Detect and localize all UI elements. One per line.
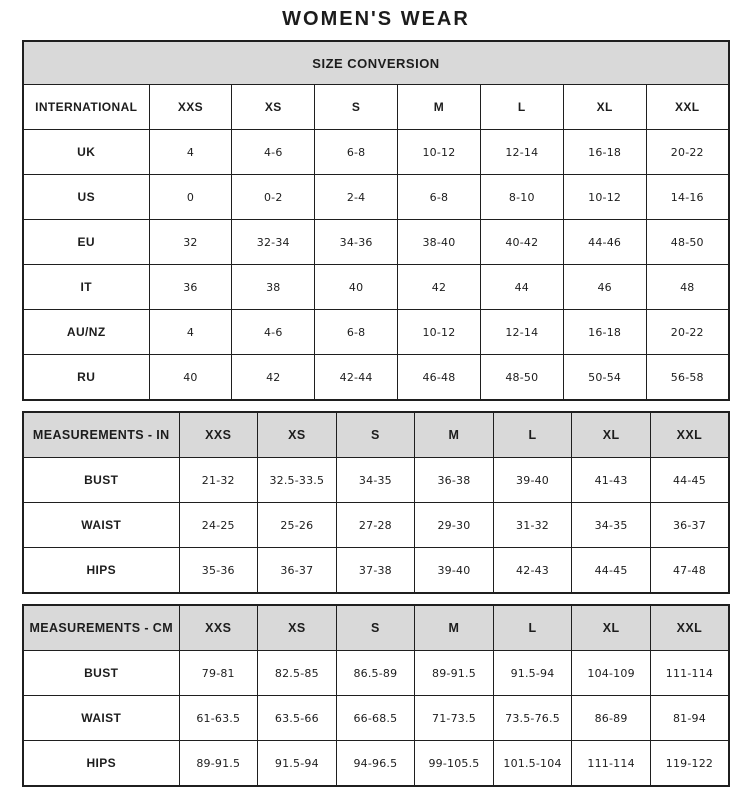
value-cell: 0-2: [232, 175, 315, 220]
value-cell: 29-30: [415, 503, 494, 548]
value-cell: 34-35: [572, 503, 651, 548]
value-cell: 32.5-33.5: [258, 458, 337, 503]
value-cell: 31-32: [493, 503, 572, 548]
value-cell: 32: [149, 220, 232, 265]
row-label-cell: HIPS: [23, 741, 179, 787]
measurements_in-header-label: MEASUREMENTS - IN: [23, 412, 179, 458]
value-cell: 71-73.5: [415, 696, 494, 741]
value-cell: 10-12: [398, 310, 481, 355]
value-cell: 42-44: [315, 355, 398, 401]
value-cell: 111-114: [572, 741, 651, 787]
size_conversion-row-uk: [23, 130, 729, 175]
size-header-cell-s: S: [336, 412, 415, 458]
size-header-cell-xl: XL: [563, 85, 646, 130]
value-cell: 6-8: [398, 175, 481, 220]
measurements-in-table: [22, 411, 730, 594]
value-cell: 24-25: [179, 503, 258, 548]
value-cell: 61-63.5: [179, 696, 258, 741]
value-cell: 82.5-85: [258, 651, 337, 696]
measurements_cm-header-row: [23, 605, 729, 651]
size-header-cell-s: S: [315, 85, 398, 130]
value-cell: 44-46: [563, 220, 646, 265]
size-header-cell-xxl: XXL: [650, 605, 729, 651]
value-cell: 4: [149, 310, 232, 355]
value-cell: 46: [563, 265, 646, 310]
size-header-cell-l: L: [493, 605, 572, 651]
row-label-cell: IT: [23, 265, 149, 310]
value-cell: 16-18: [563, 130, 646, 175]
row-label-cell: WAIST: [23, 503, 179, 548]
row-label-cell: AU/NZ: [23, 310, 149, 355]
value-cell: 44: [480, 265, 563, 310]
measurements_cm-row-hips: [23, 741, 729, 787]
measurements_in-row-bust: [23, 458, 729, 503]
value-cell: 42-43: [493, 548, 572, 594]
value-cell: 37-38: [336, 548, 415, 594]
size-header-cell-xl: XL: [572, 412, 651, 458]
value-cell: 48-50: [646, 220, 729, 265]
size_conversion-header-row: [23, 85, 729, 130]
value-cell: 6-8: [315, 130, 398, 175]
size_conversion-row-eu: [23, 220, 729, 265]
value-cell: 36-37: [258, 548, 337, 594]
size-header-cell-s: S: [336, 605, 415, 651]
value-cell: 4-6: [232, 310, 315, 355]
size-header-cell-xxs: XXS: [149, 85, 232, 130]
value-cell: 44-45: [572, 548, 651, 594]
value-cell: 12-14: [480, 130, 563, 175]
measurements_cm-header-label: MEASUREMENTS - CM: [23, 605, 179, 651]
measurements_in-row-hips: [23, 548, 729, 594]
size_conversion-banner: SIZE CONVERSION: [23, 41, 729, 85]
value-cell: 86-89: [572, 696, 651, 741]
value-cell: 46-48: [398, 355, 481, 401]
size-header-cell-l: L: [480, 85, 563, 130]
value-cell: 73.5-76.5: [493, 696, 572, 741]
size_conversion-row-it: [23, 265, 729, 310]
value-cell: 89-91.5: [179, 741, 258, 787]
value-cell: 10-12: [563, 175, 646, 220]
value-cell: 25-26: [258, 503, 337, 548]
value-cell: 36-38: [415, 458, 494, 503]
value-cell: 39-40: [493, 458, 572, 503]
size_conversion-row-us: [23, 175, 729, 220]
value-cell: 4: [149, 130, 232, 175]
value-cell: 79-81: [179, 651, 258, 696]
size-conversion-table: [22, 40, 730, 401]
size-header-cell-m: M: [415, 605, 494, 651]
measurements_in-row-waist: [23, 503, 729, 548]
size-header-cell-m: M: [398, 85, 481, 130]
value-cell: 111-114: [650, 651, 729, 696]
value-cell: 6-8: [315, 310, 398, 355]
value-cell: 34-35: [336, 458, 415, 503]
row-label-cell: BUST: [23, 651, 179, 696]
size-header-cell-xxl: XXL: [650, 412, 729, 458]
value-cell: 2-4: [315, 175, 398, 220]
value-cell: 47-48: [650, 548, 729, 594]
value-cell: 63.5-66: [258, 696, 337, 741]
value-cell: 40-42: [480, 220, 563, 265]
value-cell: 38-40: [398, 220, 481, 265]
value-cell: 101.5-104: [493, 741, 572, 787]
value-cell: 89-91.5: [415, 651, 494, 696]
size-header-cell-xxl: XXL: [646, 85, 729, 130]
value-cell: 40: [315, 265, 398, 310]
value-cell: 20-22: [646, 310, 729, 355]
measurements_in-header-row: [23, 412, 729, 458]
value-cell: 36-37: [650, 503, 729, 548]
value-cell: 48: [646, 265, 729, 310]
value-cell: 36: [149, 265, 232, 310]
value-cell: 40: [149, 355, 232, 401]
size-header-cell-m: M: [415, 412, 494, 458]
size-header-cell-xs: XS: [258, 605, 337, 651]
value-cell: 81-94: [650, 696, 729, 741]
page-title: WOMEN'S WEAR: [282, 8, 470, 30]
value-cell: 0: [149, 175, 232, 220]
row-label-cell: RU: [23, 355, 149, 401]
row-label-cell: HIPS: [23, 548, 179, 594]
size_conversion-header-label: INTERNATIONAL: [23, 85, 149, 130]
row-label-cell: UK: [23, 130, 149, 175]
measurements_cm-row-bust: [23, 651, 729, 696]
row-label-cell: WAIST: [23, 696, 179, 741]
measurements-cm-table: [22, 604, 730, 787]
value-cell: 42: [232, 355, 315, 401]
value-cell: 41-43: [572, 458, 651, 503]
value-cell: 12-14: [480, 310, 563, 355]
value-cell: 20-22: [646, 130, 729, 175]
size-header-cell-xs: XS: [258, 412, 337, 458]
value-cell: 16-18: [563, 310, 646, 355]
row-label-cell: US: [23, 175, 149, 220]
value-cell: 39-40: [415, 548, 494, 594]
value-cell: 99-105.5: [415, 741, 494, 787]
size_conversion-row-au-nz: [23, 310, 729, 355]
value-cell: 50-54: [563, 355, 646, 401]
value-cell: 104-109: [572, 651, 651, 696]
measurements_cm-row-waist: [23, 696, 729, 741]
row-label-cell: BUST: [23, 458, 179, 503]
value-cell: 48-50: [480, 355, 563, 401]
value-cell: 38: [232, 265, 315, 310]
value-cell: 44-45: [650, 458, 729, 503]
size-header-cell-xxs: XXS: [179, 605, 258, 651]
value-cell: 91.5-94: [258, 741, 337, 787]
size-header-cell-xl: XL: [572, 605, 651, 651]
value-cell: 119-122: [650, 741, 729, 787]
value-cell: 94-96.5: [336, 741, 415, 787]
size_conversion-banner-row: [23, 41, 729, 85]
size_conversion-row-ru: [23, 355, 729, 401]
value-cell: 4-6: [232, 130, 315, 175]
value-cell: 91.5-94: [493, 651, 572, 696]
value-cell: 56-58: [646, 355, 729, 401]
value-cell: 42: [398, 265, 481, 310]
value-cell: 32-34: [232, 220, 315, 265]
value-cell: 21-32: [179, 458, 258, 503]
value-cell: 27-28: [336, 503, 415, 548]
value-cell: 66-68.5: [336, 696, 415, 741]
value-cell: 35-36: [179, 548, 258, 594]
value-cell: 14-16: [646, 175, 729, 220]
value-cell: 86.5-89: [336, 651, 415, 696]
value-cell: 10-12: [398, 130, 481, 175]
size-header-cell-xs: XS: [232, 85, 315, 130]
value-cell: 34-36: [315, 220, 398, 265]
value-cell: 8-10: [480, 175, 563, 220]
row-label-cell: EU: [23, 220, 149, 265]
size-header-cell-l: L: [493, 412, 572, 458]
size-header-cell-xxs: XXS: [179, 412, 258, 458]
